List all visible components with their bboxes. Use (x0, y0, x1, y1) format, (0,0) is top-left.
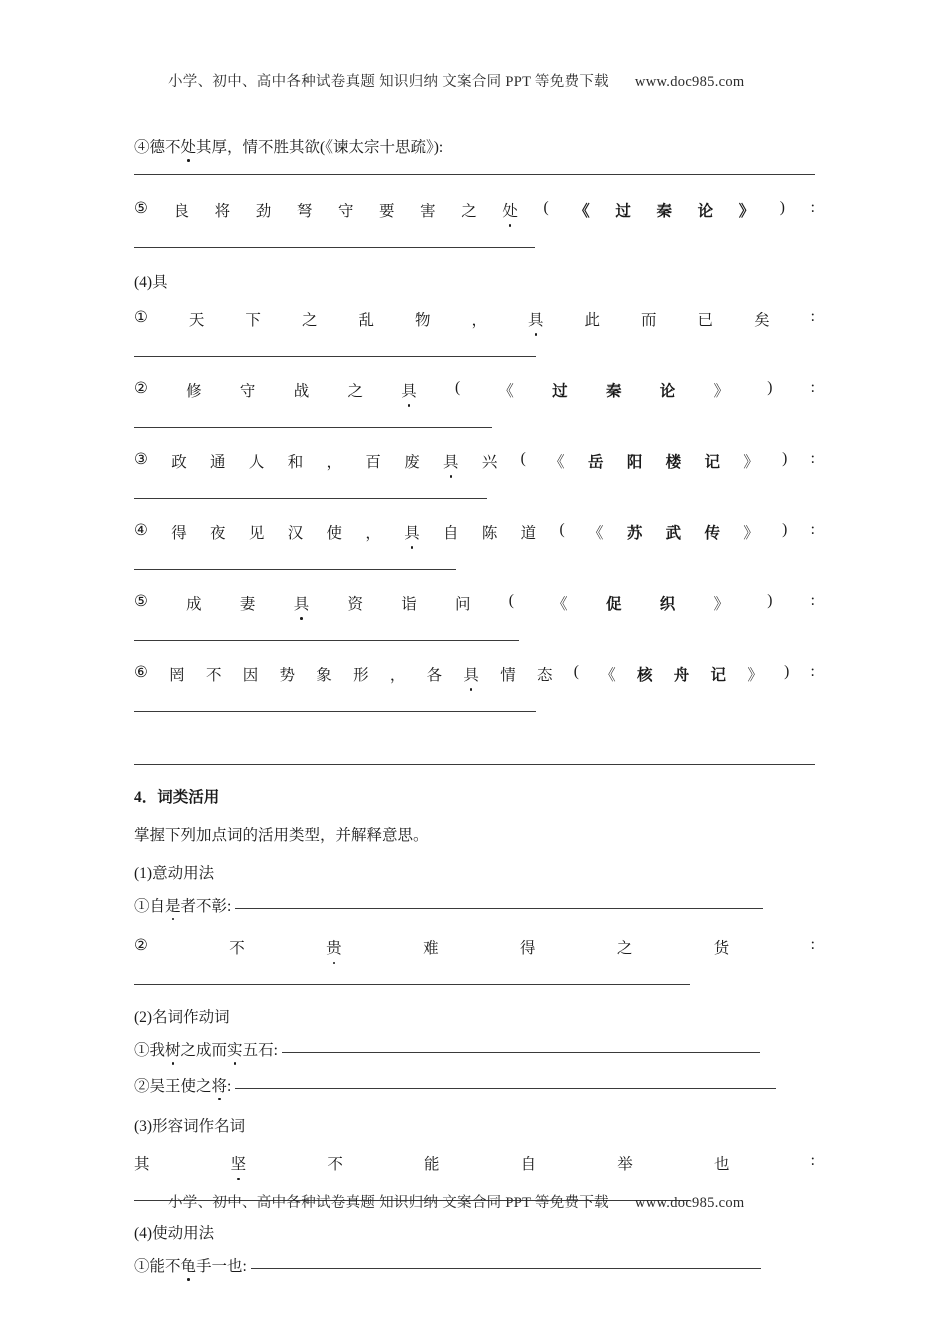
emphasis-char: 实 (227, 1042, 243, 1059)
char: ① (134, 308, 148, 326)
char: 弩 (296, 202, 313, 220)
group-label-4: (4)具 (134, 273, 168, 291)
char: 势 (279, 666, 296, 684)
char: ， (365, 524, 381, 542)
char: 问 (454, 595, 471, 613)
char: 难 (423, 940, 439, 957)
emphasis-char: 将 (211, 1077, 228, 1095)
answer-blank-s4-4-1[interactable] (251, 1268, 761, 1269)
char: ) (784, 662, 790, 680)
footer-watermark (168, 1191, 808, 1212)
item-marker: ④ (134, 139, 150, 156)
char: 物 (414, 311, 431, 329)
char: 能 (423, 1156, 440, 1173)
char: 罔 (169, 666, 185, 684)
char: 织 (659, 595, 676, 613)
emphasis-char: 树 (165, 1042, 181, 1059)
char: : (810, 520, 815, 538)
char: 》 (713, 595, 729, 613)
char: : (810, 449, 815, 467)
char: 各 (426, 666, 443, 684)
char: 之 (616, 940, 633, 957)
char: 得 (519, 940, 536, 957)
char: 要 (379, 202, 395, 220)
char: 》 (743, 524, 759, 542)
char: 《 (552, 595, 568, 613)
answer-blank-4-4[interactable] (134, 569, 456, 570)
char: : (810, 198, 815, 216)
char: 得 (171, 524, 187, 542)
group-label-4-4: (4)使动用法 (134, 1225, 215, 1242)
char: 已 (697, 311, 714, 329)
char: ③ (134, 450, 148, 468)
answer-blank-s4-1-2[interactable] (134, 984, 690, 985)
char: 岳 (587, 453, 604, 471)
char: ( (573, 662, 579, 680)
char: 《 (549, 453, 565, 471)
exercise-item-4-5 (134, 592, 815, 614)
char: : (810, 307, 815, 325)
answer-blank-s4-2-1[interactable] (282, 1052, 760, 1053)
emphasis-char: 具 (528, 308, 544, 330)
char: 》 (713, 382, 729, 400)
char: 见 (248, 524, 265, 542)
char: ) (782, 449, 788, 467)
item-prefix: ①能不 (134, 1258, 181, 1275)
char: ( (508, 591, 514, 609)
char: 自 (520, 1156, 537, 1173)
char: 也 (713, 1156, 730, 1173)
emphasis-char: 具 (294, 592, 310, 614)
item-mid: 之成而 (180, 1042, 228, 1059)
emphasis-char: 具 (404, 521, 420, 543)
char: 诣 (401, 595, 417, 613)
char: ) (782, 520, 788, 538)
emphasis-char: 龟 (180, 1258, 197, 1275)
char: 政 (171, 453, 187, 471)
char: 记 (710, 666, 727, 684)
char: 态 (536, 666, 553, 684)
exercise-item-4-6 (134, 663, 815, 685)
char: 论 (659, 382, 676, 400)
char: 《 (498, 382, 514, 400)
emphasis-char: 具 (401, 379, 417, 401)
emphasis-char: 处 (502, 199, 518, 221)
section-instruction: 掌握下列加点词的活用类型，并解释意思。 (134, 826, 429, 844)
char: 道 (520, 524, 537, 542)
char: 和 (287, 453, 304, 471)
item-tail: : (227, 1077, 232, 1095)
emphasis-char: 具 (463, 663, 479, 685)
group-label-4-1: (1)意动用法 (134, 864, 215, 882)
char: 自 (443, 524, 459, 542)
char: 货 (713, 940, 730, 957)
answer-blank-s4-2-2[interactable] (235, 1088, 776, 1089)
item-prefix: ②吴王使之 (134, 1077, 212, 1095)
answer-blank-4-3[interactable] (134, 498, 487, 499)
char: 不 (327, 1156, 343, 1173)
char: 害 (420, 202, 436, 220)
char: 使 (326, 524, 343, 542)
char: 之 (301, 311, 318, 329)
char: 举 (617, 1156, 633, 1173)
char: ) (767, 378, 773, 396)
char: : (810, 662, 815, 680)
char: 修 (186, 382, 202, 400)
emphasis-char: 贵 (326, 936, 342, 958)
char: 舟 (673, 666, 690, 684)
char: 不 (205, 666, 222, 684)
char: 兴 (481, 453, 498, 471)
char: 劲 (255, 202, 272, 220)
answer-blank-4-6[interactable] (134, 711, 536, 712)
char: 废 (404, 453, 420, 471)
section-heading-4: 4．词类活用 (134, 788, 220, 806)
item-prefix: ①我 (134, 1042, 166, 1059)
char: 之 (347, 382, 363, 400)
exercise-item-s4-1-2 (134, 936, 815, 958)
char: 下 (245, 311, 261, 329)
char: 《 (600, 666, 616, 684)
char: 武 (665, 524, 682, 542)
char: 《 (574, 202, 590, 220)
char: 促 (605, 595, 622, 613)
char: 资 (347, 595, 363, 613)
item-marker: ①自 (134, 897, 166, 915)
item-tail: 手一也: (196, 1258, 247, 1275)
char: 过 (615, 202, 631, 220)
exercise-item-4-4 (134, 521, 815, 543)
char: 人 (248, 453, 265, 471)
char: 天 (188, 311, 205, 329)
document-content (134, 140, 815, 1275)
emphasis-char: 是 (165, 897, 181, 915)
watermark-text: 小学、初中、高中各种试卷真题 知识归纳 文案合同 PPT 等免费下载 (168, 1195, 609, 1211)
exercise-item-s4-2-2 (134, 1079, 815, 1095)
char: 记 (704, 453, 720, 471)
char: 通 (210, 453, 226, 471)
char: ) (767, 591, 773, 609)
item-text: 者不彰: (180, 897, 232, 915)
char: ⑥ (134, 663, 148, 681)
char: ② (134, 937, 148, 954)
answer-blank-s4-1-1[interactable] (235, 908, 763, 909)
char: 过 (552, 382, 568, 400)
char: 成 (186, 595, 202, 613)
group-label-4-3: (3)形容词作名词 (134, 1118, 246, 1135)
char: 陈 (481, 524, 498, 542)
item-tail: 五石: (242, 1042, 278, 1059)
exercise-item-3-5 (134, 199, 815, 221)
char: : (810, 591, 815, 609)
char: ( (543, 198, 549, 216)
emphasis-char: 具 (443, 450, 459, 472)
char: 将 (214, 202, 231, 220)
char: ② (134, 379, 148, 397)
char: ， (389, 666, 406, 684)
exercise-item-s4-3-1 (134, 1152, 815, 1174)
exercise-item-3-4 (134, 140, 815, 156)
group-label-4-2: (2)名词作动词 (134, 1009, 230, 1026)
char: ( (559, 520, 565, 538)
char: 因 (242, 666, 259, 684)
watermark-url: www.doc985.com (634, 74, 745, 90)
char: 形 (353, 666, 369, 684)
watermark-text: 小学、初中、高中各种试卷真题 知识归纳 文案合同 PPT 等免费下载 (168, 74, 609, 90)
char: 秦 (605, 382, 622, 400)
char: : (810, 936, 815, 953)
exercise-item-4-3 (134, 450, 815, 472)
answer-blank-4-1[interactable] (134, 356, 536, 357)
char: ⑤ (134, 199, 148, 217)
answer-blank-4-2[interactable] (134, 427, 492, 428)
watermark-url: www.doc985.com (634, 1195, 745, 1211)
char: 秦 (656, 202, 672, 220)
char: : (810, 1152, 815, 1169)
char: 象 (316, 666, 332, 684)
char: 汉 (287, 524, 304, 542)
char: 》 (743, 453, 759, 471)
char: 阳 (626, 453, 643, 471)
char: 传 (704, 524, 720, 542)
answer-blank-3-4[interactable] (134, 174, 815, 175)
char: ， (326, 453, 343, 471)
exercise-item-s4-4-1 (134, 1259, 815, 1275)
char: 其 (134, 1156, 150, 1173)
char: 矣 (754, 311, 770, 329)
char: 夜 (210, 524, 226, 542)
char: 守 (239, 382, 256, 400)
char: 而 (641, 311, 657, 329)
char: 乱 (358, 311, 374, 329)
item-text-a: 德不 (149, 139, 181, 156)
answer-blank-4-5[interactable] (134, 640, 519, 641)
exercise-item-4-2 (134, 379, 815, 401)
exercise-item-s4-1-1 (134, 899, 815, 915)
section-divider (134, 764, 815, 765)
char: ④ (134, 521, 148, 539)
char: ( (520, 449, 526, 467)
char: 论 (697, 202, 714, 220)
char: 战 (293, 382, 310, 400)
char: 良 (173, 202, 190, 220)
char: : (810, 378, 815, 396)
char: 百 (365, 453, 381, 471)
exercise-item-4-1 (134, 308, 815, 330)
char: 》 (747, 666, 763, 684)
char: 此 (584, 311, 601, 329)
header-watermark (168, 70, 808, 91)
char: ( (454, 378, 461, 396)
char: 》 (738, 202, 755, 220)
char: 《 (587, 524, 604, 542)
char: 情 (500, 666, 516, 684)
exercise-item-s4-2-1 (134, 1043, 815, 1059)
char: 之 (461, 202, 477, 220)
item-text-b: 其厚，情不胜其欲(《谏太宗十思疏》): (196, 139, 444, 156)
emphasis-char: 坚 (231, 1152, 247, 1174)
char: ⑤ (134, 592, 148, 610)
answer-blank-3-5[interactable] (134, 247, 535, 248)
char: 妻 (239, 595, 256, 613)
char: 核 (636, 666, 653, 684)
char: 楼 (665, 453, 682, 471)
char: 不 (229, 940, 245, 957)
char: ) (779, 198, 785, 216)
char: 守 (337, 202, 354, 220)
char: 苏 (626, 524, 643, 542)
emphasis-char: 处 (180, 139, 197, 156)
char: ， (471, 311, 487, 329)
